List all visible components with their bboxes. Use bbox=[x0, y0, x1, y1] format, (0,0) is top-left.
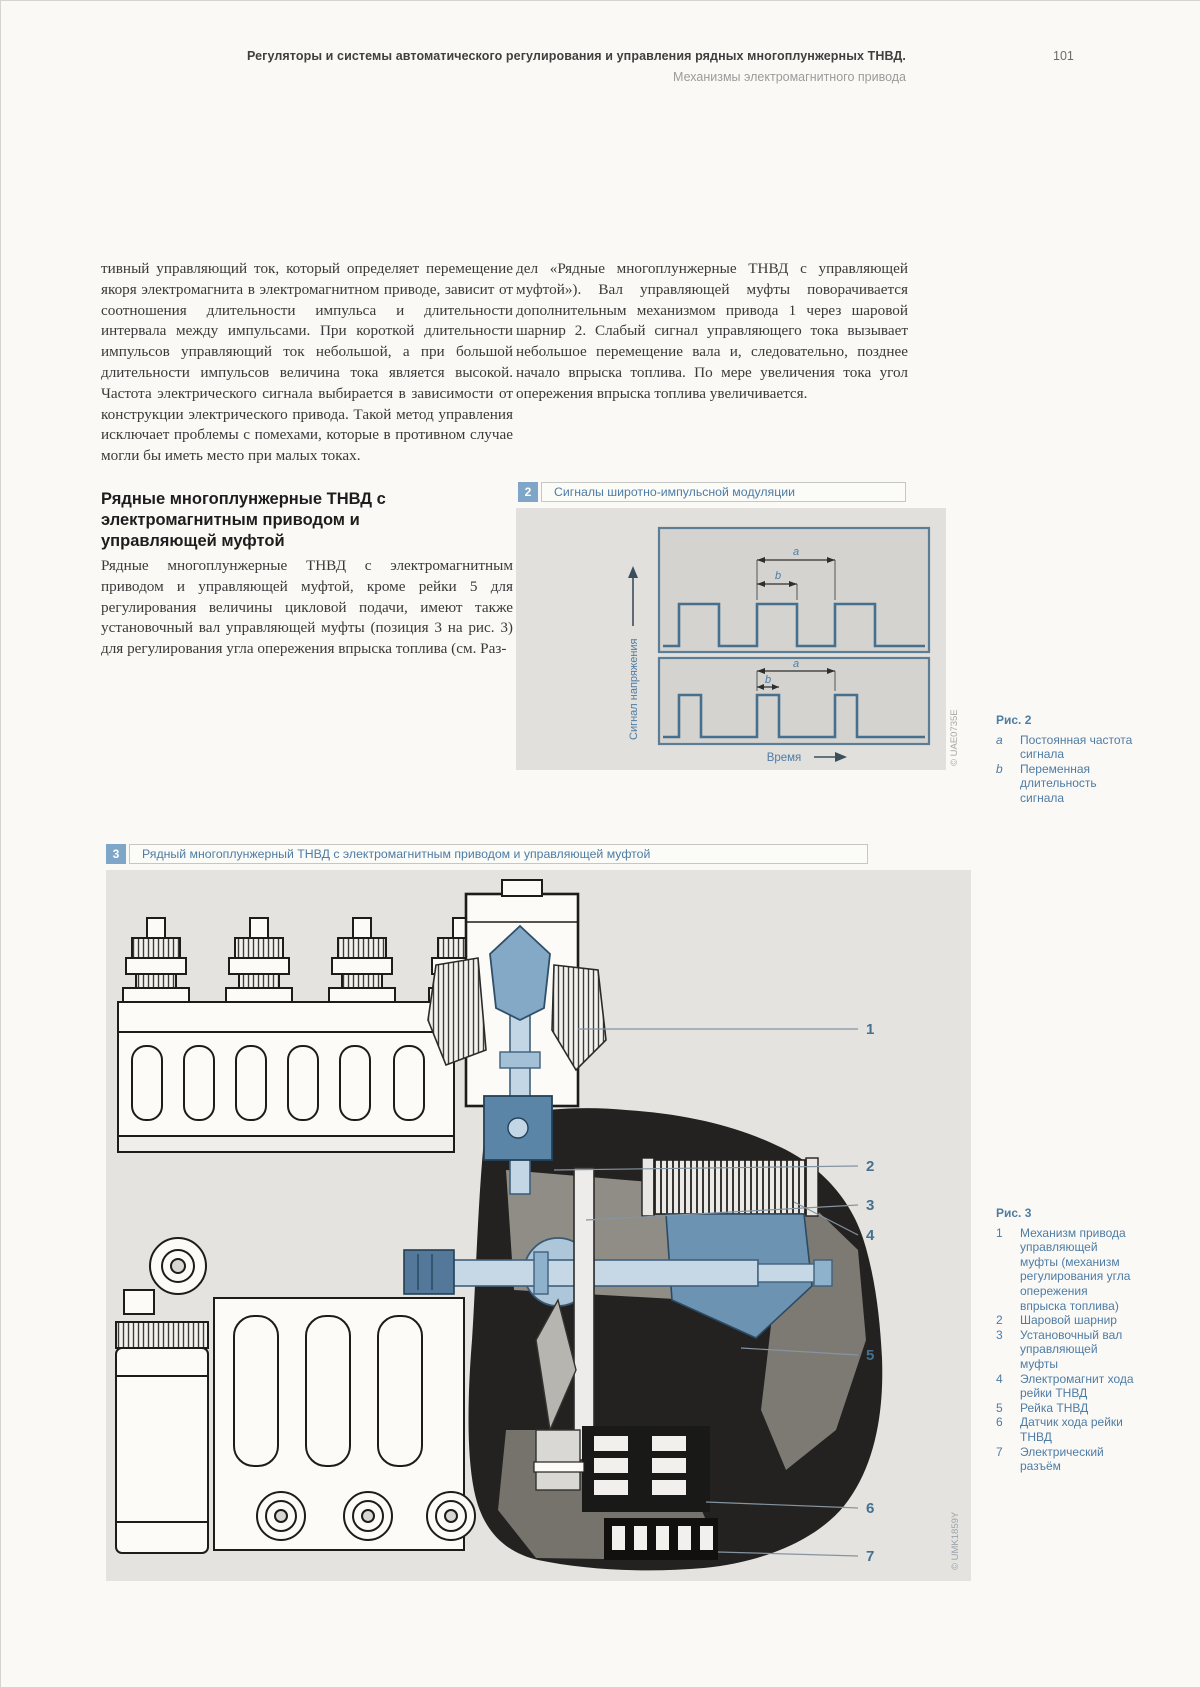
figure2-title: Сигналы широтно-импульсной модуляции bbox=[541, 482, 906, 502]
caption-key: 4 bbox=[996, 1371, 1003, 1386]
callout-5: 5 bbox=[866, 1347, 875, 1364]
caption-text: Шаровой шарнир bbox=[1020, 1313, 1117, 1328]
callout-1: 1 bbox=[866, 1021, 875, 1038]
running-header bbox=[146, 49, 906, 84]
figure3-caption-title: Рис. 3 bbox=[996, 1206, 1032, 1220]
figure2-caption bbox=[996, 713, 1134, 806]
electrical-connector bbox=[604, 1518, 718, 1560]
caption-key: 1 bbox=[996, 1225, 1003, 1240]
ball-joint bbox=[508, 1118, 528, 1138]
right-column bbox=[516, 259, 908, 405]
dim-label-b: b bbox=[764, 674, 772, 686]
caption-item bbox=[996, 1226, 1134, 1314]
callout-6: 6 bbox=[866, 1500, 875, 1517]
caption-text: Электрический разъём bbox=[1020, 1444, 1104, 1474]
figure2-watermark: © UAE0735E bbox=[949, 709, 960, 766]
x-axis-label: Время bbox=[766, 752, 802, 764]
caption-key: a bbox=[996, 732, 1003, 747]
caption-item bbox=[996, 1328, 1134, 1372]
caption-key: 5 bbox=[996, 1400, 1003, 1415]
pwm-panel-constant-freq-long-pulse bbox=[659, 528, 929, 652]
figure3-number-badge: 3 bbox=[106, 844, 126, 864]
y-axis-label: Сигнал напряжения bbox=[628, 638, 640, 740]
caption-item bbox=[996, 733, 1134, 762]
caption-text: Постоянная частота сигнала bbox=[1020, 732, 1133, 762]
caption-item bbox=[996, 762, 1134, 806]
caption-key: 3 bbox=[996, 1327, 1003, 1342]
figure3-caption bbox=[996, 1206, 1134, 1474]
page-number: 101 bbox=[1053, 49, 1074, 63]
inspection-port bbox=[427, 1492, 475, 1540]
callout-3: 3 bbox=[866, 1197, 875, 1214]
header-title: Регуляторы и системы автоматического регулирования и управления рядных многоплунжерных ТНВД. bbox=[246, 49, 906, 63]
caption-text: Переменная длительность сигнала bbox=[1020, 761, 1097, 805]
pwm-panel-constant-freq-short-pulse bbox=[659, 658, 929, 744]
inspection-port bbox=[344, 1492, 392, 1540]
dim-label-a: a bbox=[792, 546, 800, 558]
figure3-title: Рядный многоплунжерный ТНВД с электромагнитным приводом и управляющей муфтой bbox=[129, 844, 868, 864]
caption-text: Электромагнит хода рейки ТНВД bbox=[1020, 1371, 1134, 1401]
header-subtitle: Механизмы электромагнитного привода bbox=[673, 70, 906, 84]
caption-item bbox=[996, 1372, 1134, 1401]
caption-text: Механизм привода управляющей муфты (механизм регулирования угла опережения впрыска топлива) bbox=[1020, 1225, 1131, 1313]
caption-text: Датчик хода рейки ТНВД bbox=[1020, 1415, 1123, 1444]
caption-key: 6 bbox=[996, 1415, 1003, 1430]
paragraph: дел «Рядные многоплунжерные ТНВД с управляющей муфтой»). Вал управляющей муфты поворачивается дополнительным механизмом привода 1 через шаровой шарнир 2. Слабый сигнал управляющего тока вызывает небольшое перемещение вала и, следовательно, позднее начало впрыска топлива. По мере увеличения тока угол опережения впрыска топлива увеличивается. bbox=[516, 260, 908, 402]
figure2-pwm-diagram bbox=[516, 508, 964, 778]
caption-item bbox=[996, 1445, 1134, 1474]
figure2-number-badge: 2 bbox=[518, 482, 538, 502]
caption-text: Рейка ТНВД bbox=[1020, 1400, 1089, 1415]
callout-4: 4 bbox=[866, 1227, 875, 1244]
fuel-filter bbox=[116, 1322, 208, 1553]
dim-label-b: b bbox=[774, 570, 782, 582]
figure3-titlebar bbox=[106, 844, 868, 864]
figure2-titlebar bbox=[518, 482, 906, 502]
figure2-caption-title: Рис. 2 bbox=[996, 713, 1032, 727]
pump-flange-band bbox=[118, 1136, 454, 1152]
inspection-port bbox=[257, 1492, 305, 1540]
lower-bracket bbox=[536, 1430, 580, 1490]
callout-7: 7 bbox=[866, 1548, 875, 1565]
caption-item bbox=[996, 1415, 1134, 1444]
dim-label-a: a bbox=[792, 658, 800, 670]
caption-item bbox=[996, 1401, 1134, 1416]
caption-key: b bbox=[996, 761, 1003, 776]
figure3-pump-cutaway-drawing bbox=[106, 870, 971, 1582]
caption-key: 7 bbox=[996, 1444, 1003, 1459]
paragraph: тивный управляющий ток, который определяет перемещение якоря электромагнита в электромагнитном приводе, зависит от соотношения длительности импульса и длительности интервала между импульсами. При короткой длительности импульсов управляющий ток небольшой, а при большой длительности импульсов величина тока является высокой. Частота электрического сигнала выбирается в зависимости от конструкции электрического привода. Такой метод управления исключает проблемы с помехами, которые в противном случае могли бы иметь место при малых токах. bbox=[101, 260, 513, 465]
figure3-watermark: © UMK1859Y bbox=[950, 1511, 961, 1570]
caption-item bbox=[996, 1313, 1134, 1328]
section-heading: Рядные многоплунжерные ТНВД с электромагнитным приводом и управляющей муфтой bbox=[101, 489, 386, 550]
central-plate bbox=[574, 1168, 594, 1460]
caption-key: 2 bbox=[996, 1313, 1003, 1328]
callout-2: 2 bbox=[866, 1158, 875, 1175]
caption-text: Установочный вал управляющей муфты bbox=[1020, 1327, 1123, 1371]
pump-top-rail bbox=[118, 1002, 454, 1032]
left-column bbox=[101, 259, 513, 660]
paragraph: Рядные многоплунжерные ТНВД с электромагнитным приводом и управляющей муфтой, кроме рейки 5 для регулирования величины цикловой подачи, имеют также установочный вал управляющей муфты (позиция 3 на рис. 3) для регулирования угла опережения впрыска топлива (см. Раз- bbox=[101, 556, 513, 658]
